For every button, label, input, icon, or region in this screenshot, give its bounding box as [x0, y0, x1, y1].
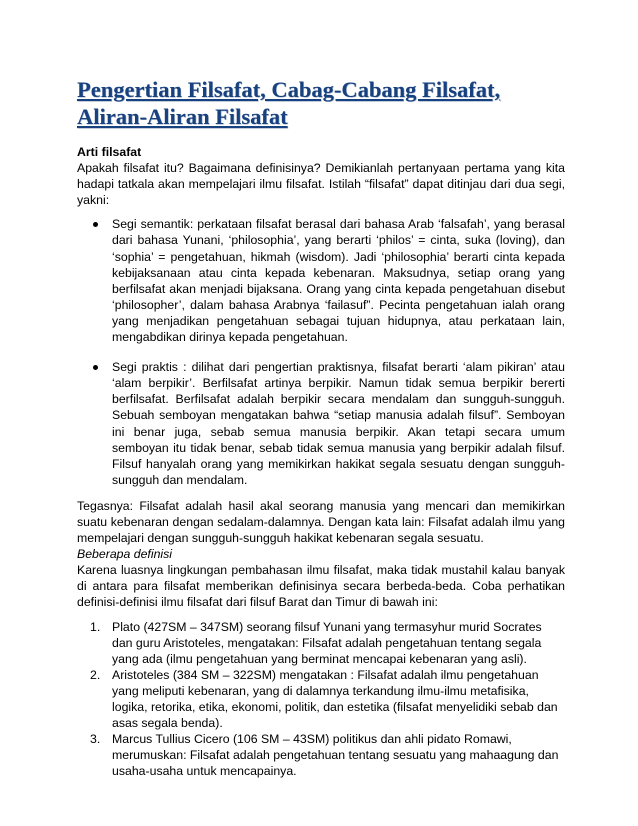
tegasnya-paragraph: Tegasnya: Filsafat adalah hasil akal seorang manusia yang mencari dan memikirkan suatu kebenaran dengan sedalam-dalamnya. Dengan kata lain: Filsafat adalah ilmu yang mempelajari dengan sungguh-sungguh hakikat kebenaran segala sesuatu.: [77, 498, 565, 546]
list-number: 3.: [90, 732, 101, 747]
list-item: [77, 619, 565, 667]
bullet-text: Segi praktis : dilihat dari pengertian praktisnya, filsafat berarti ‘alam pikiran’ atau ‘alam berpikir’. Berfilsafat artinya berpikir. Namun tidak semua berpikir bererti berfilsafat. Berfilsafat adalah berpikir secara mendalam dan sungguh-sungguh. Sebuah semboyan mengatakan bahwa “setiap manusia adalah filsuf”. Semboyan ini benar juga, sebab semua manusia berpikir. Akan tetapi secara umum semboyan itu tidak benar, sebab tidak semua manusia yang berpikir adalah filsuf. Filsuf hanyalah orang yang memikirkan hakikat segala sesuatu dengan sungguh-sungguh dan mendalam.: [112, 360, 565, 487]
subheading: Beberapa definisi: [77, 547, 173, 562]
bullet-icon: [93, 365, 98, 370]
list-item: [77, 731, 565, 779]
bullet-text: Segi semantik: perkataan filsafat berasal dari bahasa Arab ‘falsafah’, yang berasal dari bahasa Yunani, ‘philosophia’, yang berarti ‘philos’ = cinta, suka (loving), dan ‘sophia’ = pengetahuan, hikmah (wisdom). Jadi ‘philosophia’ berarti cinta kepada kebijaksanaan atau cinta kepada kebenaran. Maksudnya, setiap orang yang berfilsafat akan menjadi bijaksana. Orang yang cinta kepada pengetahuan disebut ‘philosopher’, dalam bahasa Arabnya ‘failasuf”. Pecinta pengetahuan ialah orang yang menjadikan pengetahuan sebagai tujuan hidupnya, atau perkataan lain, mengabdikan dirinya kepada pengetahuan.: [112, 217, 565, 345]
list-item: [77, 667, 565, 731]
bullet-list: [77, 216, 565, 488]
definition-text: Plato (427SM – 347SM) seorang filsuf Yunani yang termasyhur murid Socrates dan guru Aristoteles, mengatakan: Filsafat adalah pengetahuan tentang segala yang ada (ilmu pengetahuan yang berminat mencapai kebenaran yang asli).: [112, 619, 542, 666]
page-title: Pengertian Filsafat, Cabag-Cabang Filsafat, Aliran-Aliran Filsafat: [77, 77, 501, 129]
list-item: [77, 359, 565, 488]
definition-text: Marcus Tullius Cicero (106 SM – 43SM) politikus dan ahli pidato Romawi, merumuskan: Filsafat adalah pengetahuan tentang sesuatu yang mahaagung dan usaha-usaha untuk mencapainya.: [112, 732, 559, 779]
intro-paragraph: Apakah filsafat itu? Bagaimana definisinya? Demikianlah pertanyaan pertama yang kita hadapi tatkala akan mempelajari ilmu filsafat. Istilah “filsafat” dapat ditinjau dari dua segi, yakni:: [77, 161, 565, 208]
definition-list: [77, 619, 565, 780]
list-item: [77, 216, 565, 345]
karena-paragraph: Karena luasnya lingkungan pembahasan ilmu filsafat, maka tidak mustahil kalau banyak di antara para filsafat memberikan definisinya secara berbeda-beda. Coba perhatikan definisi-definisi ilmu filsafat dari filsuf Barat dan Timur di bawah ini:: [77, 563, 565, 610]
document-page: [77, 76, 565, 779]
list-number: 1.: [90, 619, 101, 634]
section-heading: Arti filsafat: [77, 145, 142, 159]
list-number: 2.: [90, 667, 101, 682]
bullet-icon: [93, 222, 98, 227]
definition-text: Aristoteles (384 SM – 322SM) mengatakan : Filsafat adalah ilmu pengetahuan yang meliputi kebenaran, yang di dalamnya terkandung ilmu-ilmu metafisika, logika, retorika, etika, ekonomi, politik, dan estetika (filsafat menyelidiki sebab dan asas segala benda).: [112, 667, 558, 731]
